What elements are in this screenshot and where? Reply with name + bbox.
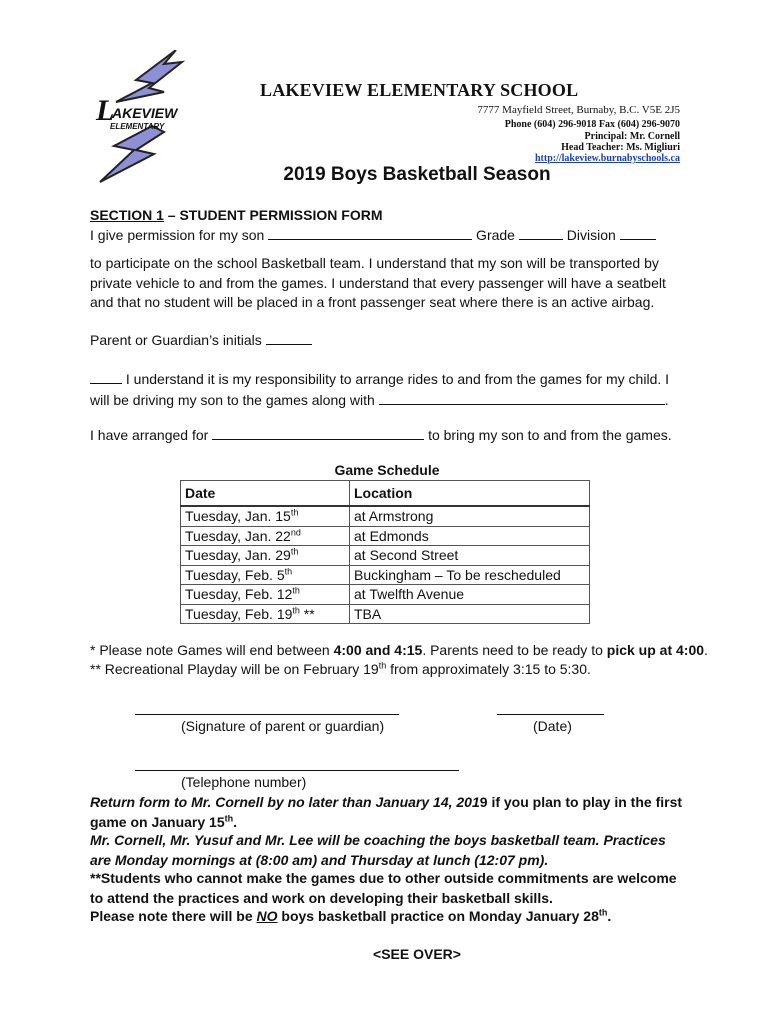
see-over-label: <SEE OVER> bbox=[373, 946, 461, 962]
table-header-row bbox=[181, 481, 590, 507]
header-date: Date bbox=[181, 481, 350, 507]
location-cell: at Edmonds bbox=[350, 526, 590, 546]
school-name: LAKEVIEW ELEMENTARY SCHOOL bbox=[260, 80, 579, 100]
telephone-label: (Telephone number) bbox=[181, 774, 307, 790]
son-name-field[interactable] bbox=[268, 225, 472, 240]
school-address: 7777 Mayfield Street, Burnaby, B.C. V5E 2J5 bbox=[477, 104, 680, 116]
logo-initial: L bbox=[96, 94, 115, 127]
grade-label: Grade bbox=[472, 227, 519, 243]
arranged-field[interactable] bbox=[212, 425, 424, 440]
telephone-field[interactable] bbox=[135, 770, 459, 771]
table-row bbox=[181, 565, 590, 585]
table-row bbox=[181, 506, 590, 526]
date-cell: Tuesday, Feb. 5th bbox=[181, 565, 350, 585]
principal: Principal: Mr. Cornell bbox=[584, 131, 680, 142]
permission-prefix: I give permission for my son bbox=[90, 227, 269, 243]
location-cell: TBA bbox=[350, 604, 590, 624]
parent-signature-label: (Signature of parent or guardian) bbox=[181, 718, 385, 734]
students-note: **Students who cannot make the games due to other outside commitments are welcome to attend the practices and work on developing their basketball skills. bbox=[90, 870, 677, 906]
rides-line-2: will be driving my son to the games along with bbox=[90, 391, 379, 408]
transport-paragraph: to participate on the school Basketball team. I understand that my son will be transported by private vehicle to and from the games. I understand that every passenger will have a seatbelt and that no student will be placed in a front passenger seat where there is an active airbag. bbox=[90, 255, 666, 310]
date-label: (Date) bbox=[533, 718, 572, 734]
initials-line bbox=[90, 330, 312, 351]
header-location: Location bbox=[350, 481, 590, 507]
playday-note: ** Recreational Playday will be on February 19th from approximately 3:15 to 5:30. bbox=[90, 660, 591, 677]
initials-field[interactable] bbox=[266, 330, 312, 345]
date-cell: Tuesday, Jan. 22nd bbox=[181, 526, 350, 546]
date-field[interactable] bbox=[497, 714, 604, 715]
head-teacher: Head Teacher: Ms. Migliuri bbox=[561, 142, 680, 153]
document-title: 2019 Boys Basketball Season bbox=[283, 164, 551, 185]
lightning-bolt-top bbox=[116, 50, 182, 102]
grade-field[interactable] bbox=[519, 225, 563, 240]
rides-line-1: I understand it is my responsibility to arrange rides to and from the games for my child. I bbox=[122, 371, 670, 387]
school-phone: Phone (604) 296-9018 Fax (604) 296-9070 bbox=[504, 119, 680, 130]
school-website-link[interactable]: http://lakeview.burnabyschools.ca bbox=[534, 153, 680, 164]
location-cell: at Second Street bbox=[350, 546, 590, 566]
permission-line bbox=[90, 225, 656, 246]
logo-word-elementary: ELEMENTARY bbox=[110, 122, 165, 131]
section-heading bbox=[90, 206, 382, 226]
table-row bbox=[181, 585, 590, 605]
date-cell: Tuesday, Jan. 29th bbox=[181, 546, 350, 566]
rides-checkbox-field[interactable] bbox=[90, 369, 122, 384]
games-end-note: * Please note Games will end between 4:00 and 4:15. Parents need to be ready to pick up at 4:00. bbox=[90, 642, 708, 658]
rides-paragraph: I understand it is my responsibility to arrange rides to and from the games for my child. I will be driving my son to the games along with . bbox=[90, 371, 670, 408]
date-cell: Tuesday, Jan. 15th bbox=[181, 506, 350, 526]
date-cell: Tuesday, Feb. 19th ** bbox=[181, 604, 350, 624]
logo-word-lakeview: AKEVIEW bbox=[112, 105, 178, 121]
no-practice-note: Please note there will be NO boys basketball practice on Monday January 28th. bbox=[90, 907, 612, 924]
coaching-info: Mr. Cornell, Mr. Yusuf and Mr. Lee will be coaching the boys basketball team. Practices are Monday mornings at (8:00 am) and Thursday at lunch (12:07 pm). bbox=[90, 832, 666, 868]
location-cell: Buckingham – To be rescheduled bbox=[350, 565, 590, 585]
table-row bbox=[181, 604, 590, 624]
location-cell: at Armstrong bbox=[350, 506, 590, 526]
location-cell: at Twelfth Avenue bbox=[350, 585, 590, 605]
along-with-field[interactable] bbox=[379, 390, 665, 405]
table-row bbox=[181, 526, 590, 546]
section-label: SECTION 1 bbox=[90, 207, 164, 223]
section-title: – STUDENT PERMISSION FORM bbox=[163, 207, 383, 223]
table-row bbox=[181, 546, 590, 566]
schedule-title: Game Schedule bbox=[334, 462, 440, 478]
game-schedule-table bbox=[180, 480, 590, 624]
division-label: Division bbox=[562, 227, 620, 243]
division-field[interactable] bbox=[620, 225, 656, 240]
return-instructions: Return form to Mr. Cornell by no later than January 14, 2019 if you plan to play in the first game on January 15th. bbox=[90, 794, 683, 830]
arranged-prefix: I have arranged for bbox=[90, 427, 213, 443]
arranged-suffix: to bring my son to and from the games. bbox=[424, 427, 672, 443]
date-cell: Tuesday, Feb. 12th bbox=[181, 585, 350, 605]
parent-signature-field[interactable] bbox=[135, 714, 399, 715]
initials-label: Parent or Guardian’s initials bbox=[90, 332, 266, 348]
arranged-line bbox=[90, 425, 672, 446]
